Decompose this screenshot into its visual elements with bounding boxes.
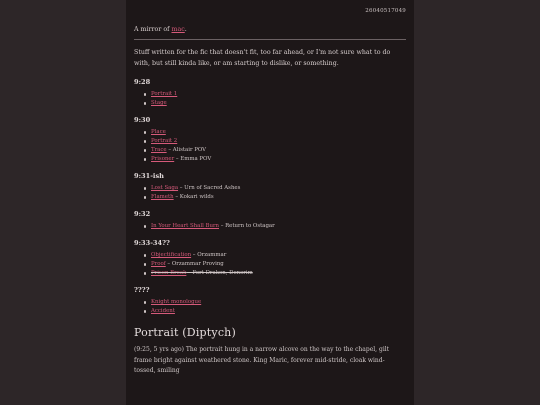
section-title-928: 9:28 [134,78,151,86]
list-item: Trace – Alistair POV [144,146,406,155]
mirror-link[interactable]: mac [171,26,185,33]
list-item: Prisoner – Emma POV [144,155,406,164]
entry-link[interactable]: Flameth [151,194,174,200]
list-item: Proof – Orzammar Proving [144,260,406,269]
entry-link[interactable]: Prisoner [151,156,175,162]
entry-link[interactable]: Lost Saga [151,185,179,191]
section-list-unknown [134,298,406,316]
list-item [144,99,406,108]
section-title-930: 9:30 [134,116,151,124]
list-item: In Your Heart Shall Burn – Return to Ostagar [144,222,406,231]
page-panel [126,0,414,405]
entry-link[interactable]: Proof [151,261,166,267]
intro-description: Stuff written for the fic that doesn't fit, too far ahead, or I'm not sure what to do with, but still kinda like, or am starting to dislike, or something. [134,49,391,67]
list-item [144,90,406,99]
post-stamp: 26040517049 [365,8,406,14]
list-item [144,137,406,146]
entry-link[interactable]: Place [151,129,166,135]
entry-link[interactable]: Accident [151,308,175,314]
section-title-933: 9:33-34?? [134,239,170,247]
divider [134,39,406,40]
list-item [144,298,406,307]
entry-link[interactable]: In Your Heart Shall Burn [151,223,219,229]
entry-link[interactable]: Prison Break [151,270,187,276]
entry-link[interactable]: Stage [151,100,167,106]
list-item: Flameth – Kokari wilds [144,193,406,202]
section-list-930 [134,128,406,164]
mirror-prefix: A mirror of [134,26,172,33]
section-list-932 [134,222,406,231]
list-item-struck: Prison Break – Fort Drakon, Denerim [144,269,406,278]
list-item: Objectification – Orzammar [144,251,406,260]
list-item [144,128,406,137]
list-item [144,307,406,316]
section-list-931 [134,184,406,202]
entry-link[interactable]: Portrait 2 [151,138,178,144]
section-title-931: 9:31-ish [134,172,164,180]
section-list-928 [134,90,406,108]
mirror-line [134,25,406,34]
section-title-932: 9:32 [134,210,151,218]
section-list-933 [134,251,406,278]
entry-link[interactable]: Objectification [151,252,192,258]
entry-link[interactable]: Trace [151,147,167,153]
section-title-unknown: ???? [134,286,150,294]
list-item: Lost Saga – Urn of Sacred Ashes [144,184,406,193]
entry-link[interactable]: Portrait 1 [151,91,178,97]
story-text: (9:25, 5 yrs ago) The portrait hung in a narrow alcove on the way to the chapel, gilt frame bright against weathered stone. King Maric, forever mid-stride, cloak wind-tossed, smiling [134,346,390,374]
content [134,25,406,377]
mirror-suffix: . [184,26,187,33]
story-title: Portrait (Diptych) [134,326,236,339]
entry-link[interactable]: Knight monologue [151,299,202,305]
